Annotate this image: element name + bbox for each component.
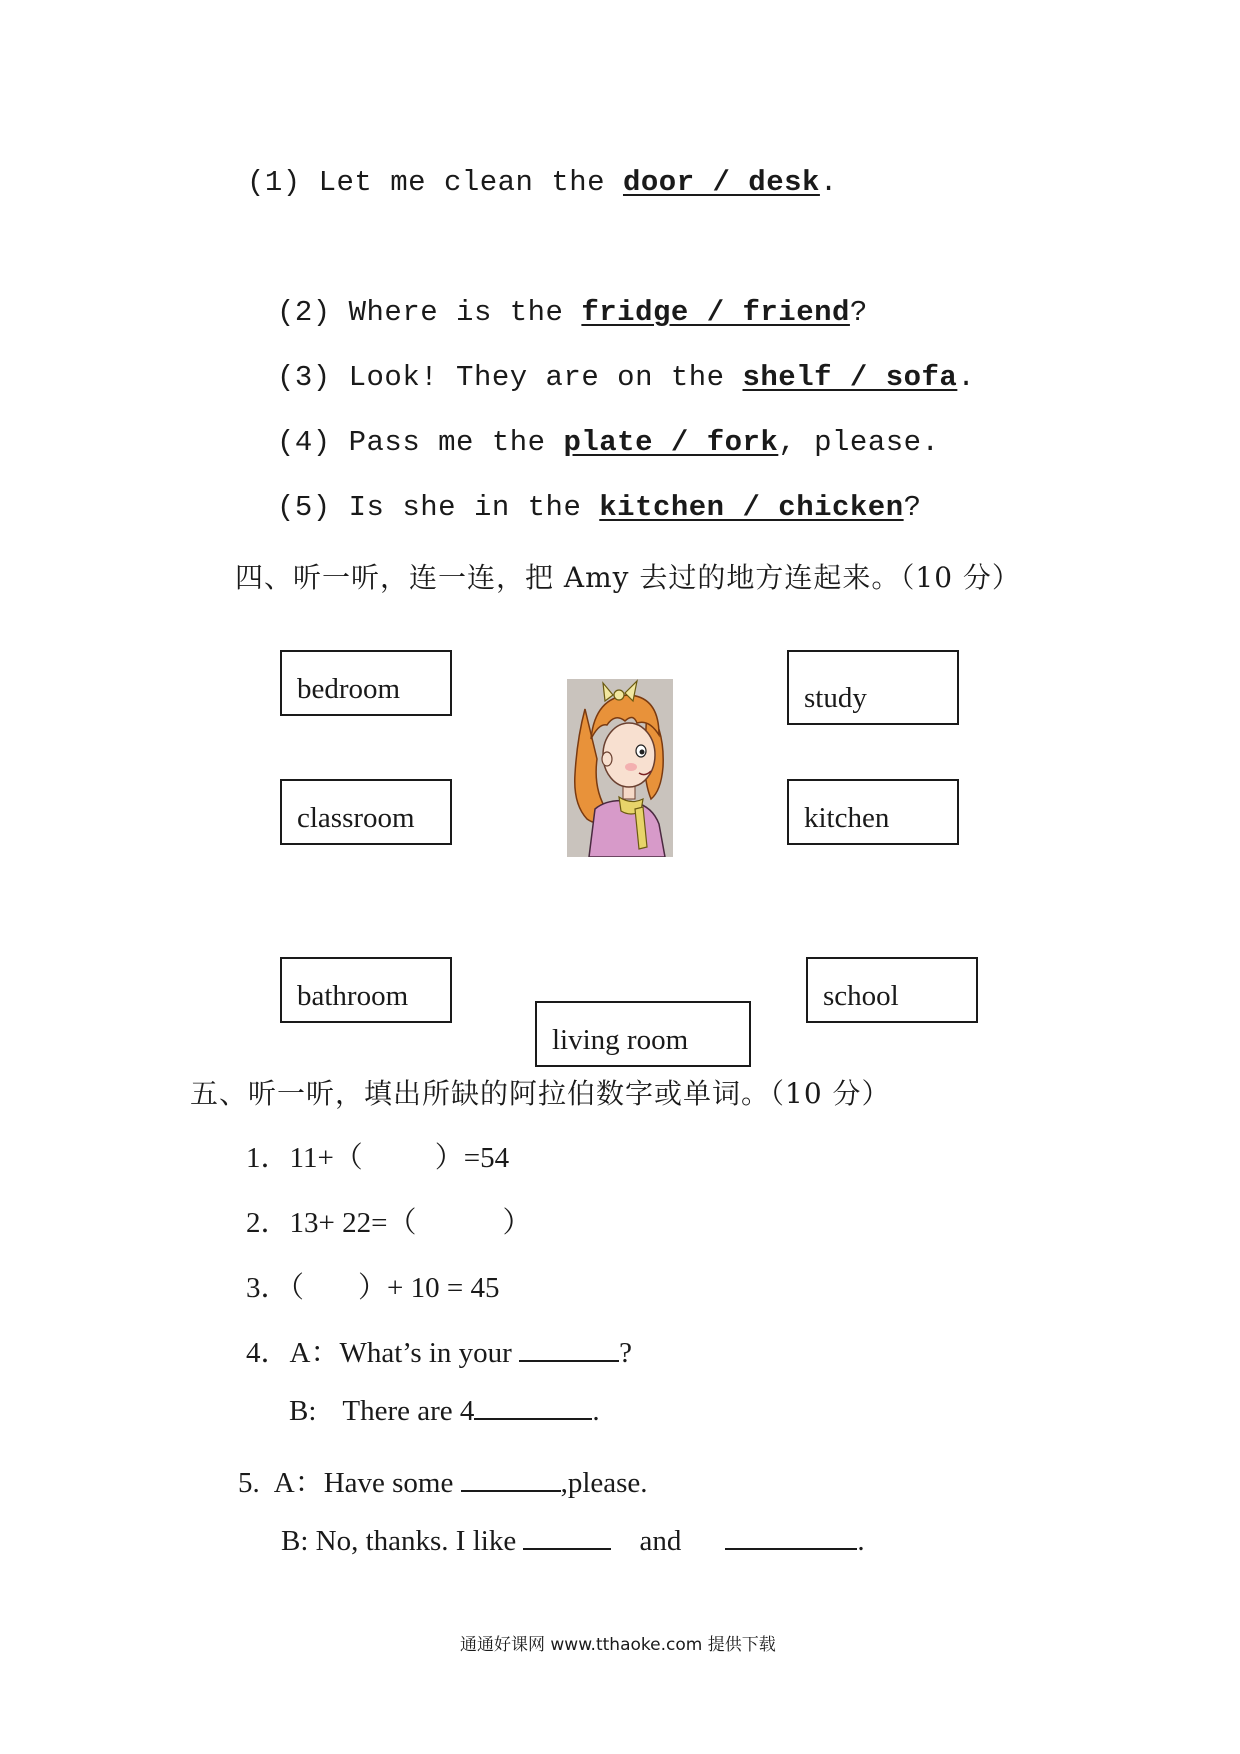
sentence-text: Is she in the (348, 491, 600, 524)
fill-question-4a (246, 1330, 632, 1371)
answer-blank (461, 1489, 561, 1492)
sentence-text: Let me clean the (318, 166, 623, 199)
question-text-end: ）=54 (434, 1142, 510, 1174)
question-number: 3． (246, 1272, 290, 1304)
place-label: bathroom (297, 980, 409, 1012)
sentence-5 (277, 491, 922, 524)
answer-blank (519, 1359, 619, 1362)
conjunction: and (639, 1525, 682, 1557)
question-text: A：Have some (273, 1467, 461, 1499)
sentence-1 (247, 166, 838, 199)
sentence-number: (4) (277, 426, 331, 459)
place-box-study (787, 650, 959, 725)
question-number: 1． (246, 1142, 290, 1174)
sentence-4 (277, 426, 939, 459)
section-4-heading: 四、听一听，连一连，把 Amy 去过的地方连起来。（10 分） (235, 561, 1021, 594)
answer-choice: door / desk (622, 166, 820, 199)
question-text-end: ）+ 10 = 45 (358, 1272, 500, 1304)
place-label: living room (552, 1024, 689, 1056)
question-text-end: ,please. (560, 1467, 648, 1499)
fill-question-5a (238, 1460, 648, 1501)
question-text: There are 4 (342, 1395, 475, 1427)
sentence-number: (5) (277, 491, 331, 524)
fill-question-1 (246, 1135, 509, 1176)
place-label: school (823, 980, 899, 1012)
question-text-end: ） (502, 1207, 532, 1239)
sentence-number: (2) (277, 296, 331, 329)
sentence-end: ? (903, 491, 922, 524)
answer-blank (725, 1547, 857, 1550)
amy-illustration (567, 679, 673, 857)
place-label: bedroom (297, 673, 401, 705)
answer-choice: kitchen / chicken (599, 491, 904, 524)
sentence-end: , please. (778, 426, 940, 459)
place-box-bathroom (280, 957, 452, 1023)
question-number: 5. (238, 1467, 260, 1499)
question-text-end: . (592, 1395, 600, 1427)
sentence-text: Look! They are on the (348, 361, 743, 394)
question-text: B: No, thanks. I like (281, 1525, 524, 1557)
place-box-bedroom (280, 650, 452, 716)
place-label: kitchen (804, 802, 890, 834)
question-text: A：What’s in your (289, 1337, 520, 1369)
place-label: classroom (297, 802, 415, 834)
sentence-end: ? (849, 296, 868, 329)
footer-credit: 通通好课网 www.tthaoke.com 提供下载 (460, 1635, 776, 1655)
fill-question-5b (281, 1525, 865, 1558)
sentence-end: . (957, 361, 976, 394)
question-number: 4． (246, 1337, 290, 1369)
answer-blank (474, 1417, 592, 1420)
speaker-label: B: (289, 1395, 317, 1427)
answer-blank (523, 1547, 611, 1550)
sentence-text: Where is the (348, 296, 582, 329)
sentence-number: (3) (277, 361, 331, 394)
answer-choice: plate / fork (563, 426, 779, 459)
question-text: 13+ 22=（ (289, 1207, 417, 1239)
fill-question-2 (246, 1200, 532, 1241)
sentence-text: Pass me the (348, 426, 564, 459)
fill-question-3 (246, 1265, 500, 1306)
answer-choice: shelf / sofa (742, 361, 958, 394)
place-box-classroom (280, 779, 452, 845)
sentence-end: . (819, 166, 838, 199)
sentence-3 (277, 361, 975, 394)
question-number: 2． (246, 1207, 290, 1239)
place-box-school (806, 957, 978, 1023)
sentence-2 (277, 296, 868, 329)
question-text-end: ? (619, 1337, 632, 1369)
question-text-end: . (857, 1525, 865, 1557)
place-box-living-room (535, 1001, 751, 1067)
section-5-heading: 五、听一听，填出所缺的阿拉伯数字或单词。（10 分） (190, 1077, 891, 1110)
fill-question-4b (289, 1395, 600, 1428)
question-text: 11+（ (289, 1142, 363, 1174)
place-label: study (804, 682, 867, 714)
question-text: （ (289, 1272, 305, 1304)
place-box-kitchen (787, 779, 959, 845)
answer-choice: fridge / friend (581, 296, 850, 329)
sentence-number: (1) (247, 166, 301, 199)
